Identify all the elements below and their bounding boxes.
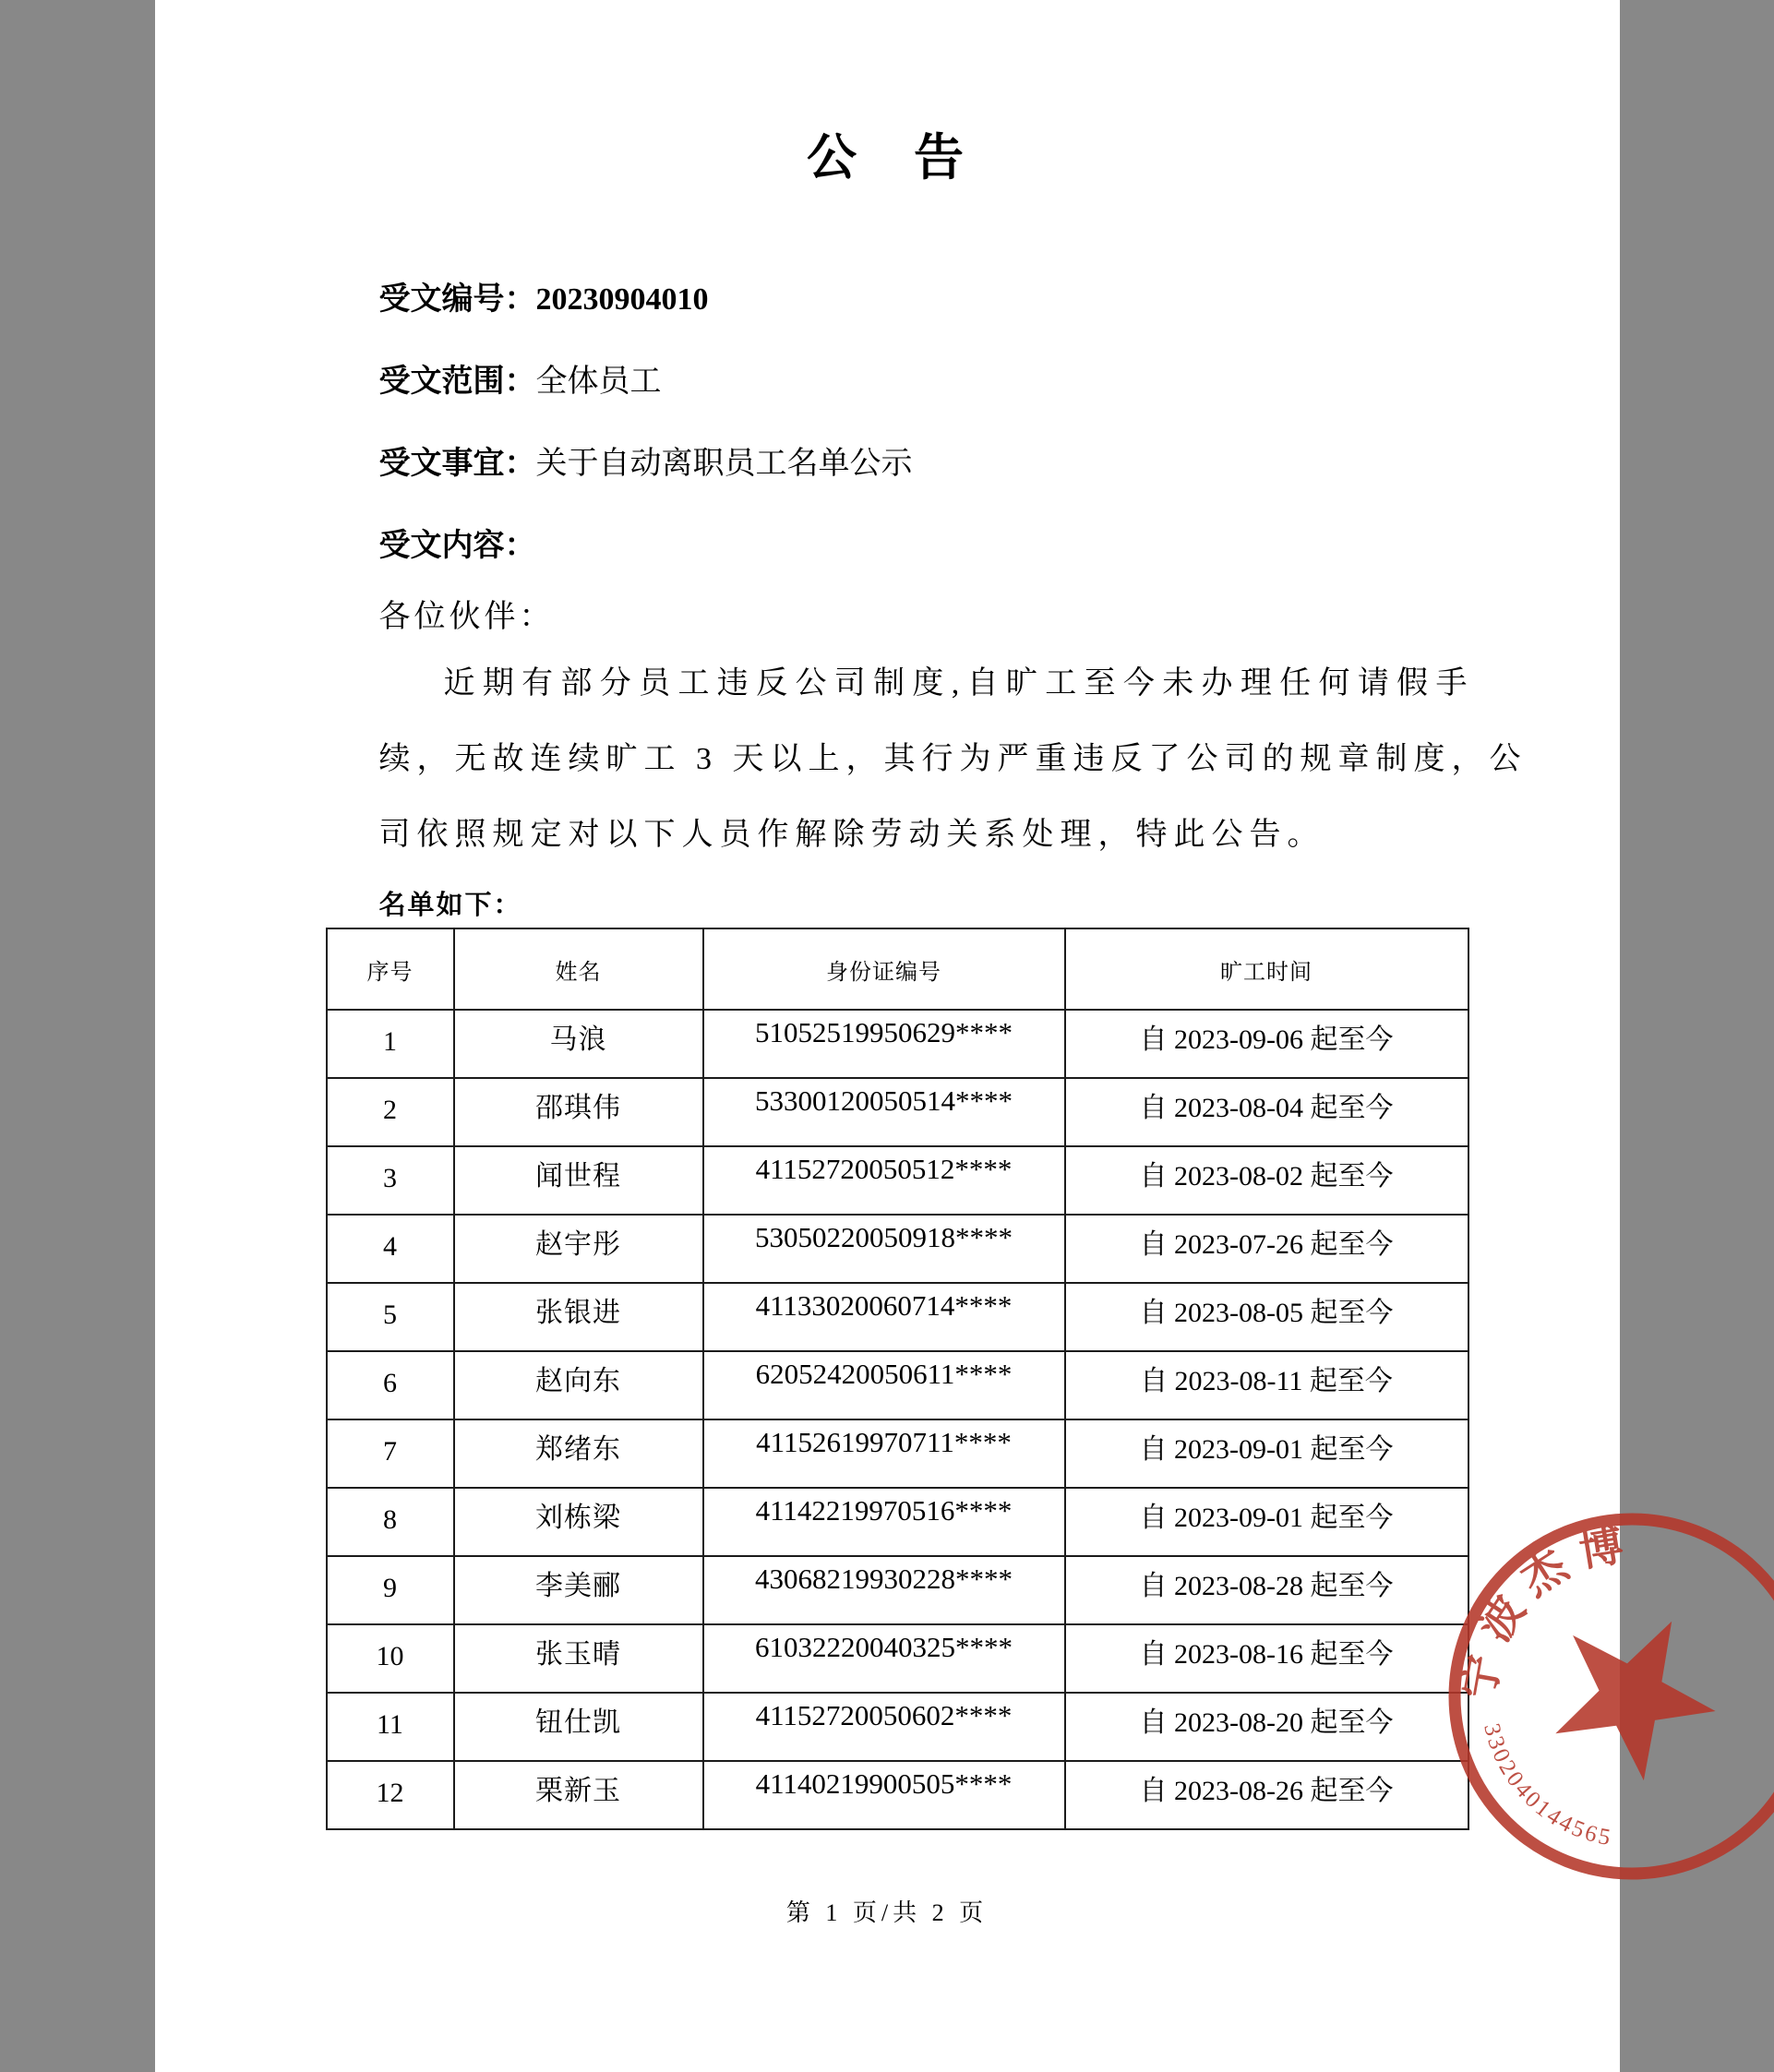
doc-number-value: 20230904010	[535, 282, 709, 317]
id-cell: 41142219970516****	[703, 1488, 1065, 1556]
body-line: 续，无故连续旷工 3 天以上，其行为严重违反了公司的规章制度，公	[378, 742, 1528, 776]
period-cell: 自 2023-09-01 起至今	[1065, 1488, 1468, 1556]
table-row	[327, 1010, 1468, 1078]
period-cell: 自 2023-09-06 起至今	[1065, 1010, 1468, 1078]
name-cell: 邵琪伟	[454, 1078, 703, 1146]
name-cell: 张玉晴	[454, 1624, 703, 1693]
id-cell: 41152720050512****	[703, 1146, 1065, 1215]
header-serial: 序号	[327, 928, 454, 1010]
doc-number-label: 受文编号：	[378, 282, 536, 317]
body-line: 司依照规定对以下人员作解除劳动关系处理，特此公告。	[378, 818, 1325, 852]
name-cell: 栗新玉	[454, 1761, 703, 1829]
announcement-page	[155, 0, 1639, 2072]
table-row	[327, 1693, 1468, 1761]
period-cell: 自 2023-09-01 起至今	[1065, 1419, 1468, 1488]
name-cell: 闻世程	[454, 1146, 703, 1215]
serial-cell: 4	[327, 1215, 454, 1283]
serial-cell: 7	[327, 1419, 454, 1488]
serial-cell: 3	[327, 1146, 454, 1215]
table-row	[327, 1624, 1468, 1693]
name-cell: 张银进	[454, 1283, 703, 1351]
list-heading: 名单如下：	[378, 891, 522, 920]
id-cell: 41140219900505****	[703, 1761, 1065, 1829]
id-cell: 41152720050602****	[703, 1693, 1065, 1761]
serial-cell: 11	[327, 1693, 454, 1761]
id-cell: 41133020060714****	[703, 1283, 1065, 1351]
meta-line-scope	[379, 355, 1478, 401]
name-cell: 马浪	[454, 1010, 703, 1078]
table-row	[327, 1146, 1468, 1215]
subject-label: 受文事宜：	[378, 447, 536, 481]
stamp-serial-number: 3302040144565	[1478, 1720, 1615, 1851]
period-cell: 自 2023-08-11 起至今	[1065, 1351, 1468, 1419]
name-cell: 刘栋梁	[454, 1488, 703, 1556]
star-icon	[1528, 1584, 1743, 1795]
serial-cell: 1	[327, 1010, 454, 1078]
id-cell: 61032220040325****	[703, 1624, 1065, 1693]
serial-cell: 2	[327, 1078, 454, 1146]
scope-label: 受文范围：	[378, 365, 536, 399]
id-cell: 41152619970711****	[703, 1419, 1065, 1488]
name-cell: 钮仕凯	[454, 1693, 703, 1761]
id-cell: 53300120050514****	[703, 1078, 1065, 1146]
subject-value: 关于自动离职员工名单公示	[535, 447, 913, 481]
stamp-company-text: 宁波杰博	[1455, 1519, 1639, 1703]
header-name: 姓名	[454, 928, 703, 1010]
period-cell: 自 2023-08-20 起至今	[1065, 1693, 1468, 1761]
id-cell: 51052519950629****	[703, 1010, 1065, 1078]
period-cell: 自 2023-08-02 起至今	[1065, 1146, 1468, 1215]
page-number: 第 1 页/共 2 页	[785, 1899, 989, 1926]
name-cell: 李美郦	[454, 1556, 703, 1624]
header-absence-period: 旷工时间	[1065, 928, 1468, 1010]
name-cell: 郑绪东	[454, 1419, 703, 1488]
id-cell: 53050220050918****	[703, 1215, 1065, 1283]
serial-cell: 6	[327, 1351, 454, 1419]
period-cell: 自 2023-08-26 起至今	[1065, 1761, 1468, 1829]
content-label: 受文内容：	[378, 529, 536, 563]
period-cell: 自 2023-08-28 起至今	[1065, 1556, 1468, 1624]
salutation: 各位伙伴：	[378, 600, 555, 634]
body-line: 近期有部分员工违反公司制度,自旷工至今未办理任何请假手	[443, 666, 1474, 701]
header-id-number: 身份证编号	[703, 928, 1065, 1010]
id-cell: 62052420050611****	[703, 1351, 1065, 1419]
serial-cell: 9	[327, 1556, 454, 1624]
serial-cell: 5	[327, 1283, 454, 1351]
table-row	[327, 1488, 1468, 1556]
name-cell: 赵向东	[454, 1351, 703, 1419]
period-cell: 自 2023-08-04 起至今	[1065, 1078, 1468, 1146]
table-row	[327, 1078, 1468, 1146]
meta-line-content	[379, 520, 1478, 565]
table-row	[327, 1556, 1468, 1624]
period-cell: 自 2023-08-05 起至今	[1065, 1283, 1468, 1351]
period-cell: 自 2023-07-26 起至今	[1065, 1215, 1468, 1283]
absence-roster-table	[326, 928, 1469, 1830]
serial-cell: 12	[327, 1761, 454, 1829]
serial-cell: 10	[327, 1624, 454, 1693]
company-seal-stamp	[1438, 1503, 1774, 1890]
table-row	[327, 1761, 1468, 1829]
serial-cell: 8	[327, 1488, 454, 1556]
table-row	[327, 1283, 1468, 1351]
table-row	[327, 1351, 1468, 1419]
meta-line-subject	[379, 437, 1478, 483]
table-row	[327, 1215, 1468, 1283]
id-cell: 43068219930228****	[703, 1556, 1065, 1624]
name-cell: 赵宇彤	[454, 1215, 703, 1283]
scope-value: 全体员工	[535, 365, 662, 399]
body-paragraph	[378, 646, 1528, 873]
page-title: 公 告	[807, 130, 967, 186]
meta-line-doc-number	[379, 273, 1478, 318]
period-cell: 自 2023-08-16 起至今	[1065, 1624, 1468, 1693]
table-row	[327, 1419, 1468, 1488]
table-header-row	[327, 928, 1468, 1010]
